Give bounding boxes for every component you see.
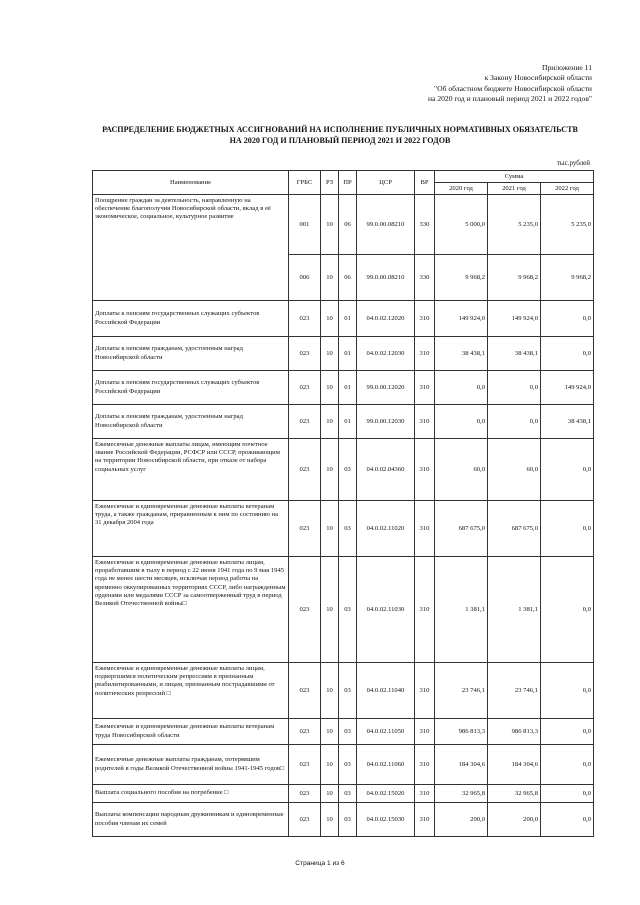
table-row — [93, 719, 594, 745]
cell-2021: 986 813,3 — [488, 719, 541, 745]
cell-2020: 23 746,1 — [435, 663, 488, 719]
title-line: НА 2020 ГОД И ПЛАНОВЫЙ ПЕРИОД 2021 И 2022 ГОДОВ — [229, 135, 451, 145]
appendix-line: на 2020 год и плановый период 2021 и 2022 годов" — [428, 93, 592, 103]
cell-name: Ежемесячные денежные выплаты лицам, имеющим почетное звание Российской Федерации, РСФСР или СССР, проживающим на территории Новосибирской области, при отказе от набора социальных услуг — [93, 439, 289, 501]
cell-name: Поощрение граждан за деятельность, направленную на обеспечение благополучия Новосибирской области, вклад в её экономическое, социальное, культурное развитие — [93, 195, 289, 301]
cell-csr: 04.0.02.15020 — [357, 785, 415, 803]
page-footer: Страница 1 из 6 — [295, 860, 345, 867]
cell-2021: 0,0 — [488, 405, 541, 439]
cell-2021: 32 965,8 — [488, 785, 541, 803]
cell-2021: 9 968,2 — [488, 255, 541, 301]
cell-rz: 10 — [321, 501, 339, 557]
cell-pr: 03 — [339, 501, 357, 557]
cell-rz: 10 — [321, 371, 339, 405]
cell-2021: 149 924,0 — [488, 301, 541, 337]
cell-2021: 23 746,1 — [488, 663, 541, 719]
table-row — [93, 501, 594, 557]
table-body — [93, 195, 594, 837]
cell-2022: 0,0 — [541, 663, 594, 719]
cell-2022: 0,0 — [541, 719, 594, 745]
cell-vr: 310 — [415, 719, 435, 745]
table-row — [93, 439, 594, 501]
cell-rz: 10 — [321, 301, 339, 337]
header-year-2022: 2022 год — [541, 183, 594, 195]
cell-rz: 10 — [321, 785, 339, 803]
cell-2022: 0,0 — [541, 501, 594, 557]
appendix-line: к Закону Новосибирской области — [484, 73, 592, 83]
cell-grbs: 023 — [289, 663, 321, 719]
cell-2020: 986 813,3 — [435, 719, 488, 745]
cell-vr: 310 — [415, 405, 435, 439]
cell-grbs: 023 — [289, 371, 321, 405]
cell-2022: 0,0 — [541, 557, 594, 663]
cell-name: Ежемесячные и единовременные денежные выплаты ветеранам труда, а также гражданам, приравненным к ним по состоянию на 31 декабря 2004 года — [93, 501, 289, 557]
cell-2020: 184 304,6 — [435, 745, 488, 785]
cell-2022: 0,0 — [541, 803, 594, 837]
cell-rz: 10 — [321, 719, 339, 745]
cell-grbs: 023 — [289, 337, 321, 371]
cell-2020: 38 438,1 — [435, 337, 488, 371]
cell-vr: 310 — [415, 501, 435, 557]
cell-name: Ежемесячные денежные выплаты гражданам, потерявшим родителей в годы Великой Отечественной войны 1941-1945 годов□ — [93, 745, 289, 785]
table-row — [93, 371, 594, 405]
cell-vr: 310 — [415, 557, 435, 663]
cell-2022: 0,0 — [541, 745, 594, 785]
appendix-header — [292, 63, 592, 104]
cell-rz: 10 — [321, 663, 339, 719]
cell-rz: 10 — [321, 195, 339, 255]
cell-2020: 149 924,0 — [435, 301, 488, 337]
cell-2022: 0,0 — [541, 439, 594, 501]
cell-csr: 04.0.02.15030 — [357, 803, 415, 837]
appendix-line: Приложение 11 — [542, 63, 592, 72]
cell-csr: 04.0.02.11020 — [357, 501, 415, 557]
cell-grbs: 023 — [289, 745, 321, 785]
cell-grbs: 023 — [289, 439, 321, 501]
header-csr: ЦСР — [357, 171, 415, 195]
cell-2022: 5 235,0 — [541, 195, 594, 255]
cell-pr: 03 — [339, 803, 357, 837]
cell-2020: 0,0 — [435, 371, 488, 405]
cell-csr: 99.0.00.12020 — [357, 371, 415, 405]
table-row — [93, 405, 594, 439]
cell-pr: 03 — [339, 785, 357, 803]
cell-pr: 03 — [339, 663, 357, 719]
cell-grbs: 023 — [289, 301, 321, 337]
cell-2021: 0,0 — [488, 371, 541, 405]
cell-2021: 38 438,1 — [488, 337, 541, 371]
cell-vr: 310 — [415, 663, 435, 719]
cell-rz: 10 — [321, 745, 339, 785]
table-row — [93, 785, 594, 803]
table-row — [93, 803, 594, 837]
cell-2021: 184 304,6 — [488, 745, 541, 785]
cell-grbs: 023 — [289, 405, 321, 439]
cell-name: Доплаты к пенсиям гражданам, удостоенным наград Новосибирской области — [93, 337, 289, 371]
cell-vr: 310 — [415, 439, 435, 501]
cell-2021: 687 675,0 — [488, 501, 541, 557]
cell-rz: 10 — [321, 439, 339, 501]
table-row — [93, 195, 594, 255]
header-name: Наименование — [93, 171, 289, 195]
cell-pr: 03 — [339, 557, 357, 663]
units-label: тыс.рублей — [556, 159, 590, 167]
budget-table — [92, 170, 594, 837]
cell-2022: 149 924,0 — [541, 371, 594, 405]
cell-pr: 01 — [339, 371, 357, 405]
cell-vr: 310 — [415, 301, 435, 337]
cell-2022: 38 438,1 — [541, 405, 594, 439]
cell-rz: 10 — [321, 405, 339, 439]
cell-name: Доплаты к пенсиям государственных служащих субъектов Российской Федерации — [93, 371, 289, 405]
cell-grbs: 006 — [289, 255, 321, 301]
cell-csr: 04.0.02.11040 — [357, 663, 415, 719]
cell-vr: 330 — [415, 195, 435, 255]
cell-name: Ежемесячные и единовременные денежные выплаты лицам, проработавшим в тылу в период с 22 июня 1941 года по 9 мая 1945 года не менее шести месяцев, исключая период работы на временно оккупированных территориях СССР, либо награжденным орденами или медалями СССР за самоотверженный труд в период Великой Отечественной войны□ — [93, 557, 289, 663]
table-row — [93, 557, 594, 663]
table-row — [93, 337, 594, 371]
cell-csr: 04.0.02.11030 — [357, 557, 415, 663]
cell-csr: 99.0.00.08210 — [357, 195, 415, 255]
cell-pr: 06 — [339, 195, 357, 255]
header-rz: РЗ — [321, 171, 339, 195]
cell-2021: 200,0 — [488, 803, 541, 837]
cell-csr: 04.0.02.11050 — [357, 719, 415, 745]
table-header — [93, 171, 594, 195]
cell-rz: 10 — [321, 803, 339, 837]
table-row — [93, 301, 594, 337]
cell-csr: 04.0.02.04360 — [357, 439, 415, 501]
table-row — [93, 745, 594, 785]
cell-grbs: 023 — [289, 803, 321, 837]
cell-2021: 60,0 — [488, 439, 541, 501]
cell-csr: 04.0.02.11060 — [357, 745, 415, 785]
cell-2020: 200,0 — [435, 803, 488, 837]
cell-grbs: 023 — [289, 557, 321, 663]
cell-csr: 04.0.02.12020 — [357, 301, 415, 337]
cell-csr: 99.0.00.12030 — [357, 405, 415, 439]
cell-pr: 03 — [339, 745, 357, 785]
cell-2021: 1 381,1 — [488, 557, 541, 663]
cell-name: Выплата социального пособия на погребение □ — [93, 785, 289, 803]
title-line: РАСПРЕДЕЛЕНИЕ БЮДЖЕТНЫХ АССИГНОВАНИЙ НА ИСПОЛНЕНИЕ ПУБЛИЧНЫХ НОРМАТИВНЫХ ОБЯЗАТЕЛЬСТВ — [102, 125, 578, 134]
cell-vr: 310 — [415, 337, 435, 371]
cell-2021: 5 235,0 — [488, 195, 541, 255]
cell-grbs: 023 — [289, 501, 321, 557]
cell-pr: 01 — [339, 337, 357, 371]
cell-csr: 04.0.02.12030 — [357, 337, 415, 371]
header-year-2021: 2021 год — [488, 183, 541, 195]
header-vr: ВР — [415, 171, 435, 195]
cell-2022: 9 968,2 — [541, 255, 594, 301]
cell-pr: 01 — [339, 301, 357, 337]
cell-pr: 03 — [339, 719, 357, 745]
cell-name: Доплаты к пенсиям гражданам, удостоенным наград Новосибирской области — [93, 405, 289, 439]
cell-2022: 0,0 — [541, 785, 594, 803]
cell-vr: 310 — [415, 371, 435, 405]
cell-2020: 1 381,1 — [435, 557, 488, 663]
header-grbs: ГРБС — [289, 171, 321, 195]
header-pr: ПР — [339, 171, 357, 195]
header-year-2020: 2020 год — [435, 183, 488, 195]
cell-name: Выплаты компенсации народным дружинникам и единовременные пособия членам их семей — [93, 803, 289, 837]
cell-vr: 310 — [415, 745, 435, 785]
cell-grbs: 023 — [289, 785, 321, 803]
document-title — [70, 125, 610, 146]
cell-pr: 01 — [339, 405, 357, 439]
cell-grbs: 023 — [289, 719, 321, 745]
cell-pr: 03 — [339, 439, 357, 501]
table-row — [93, 663, 594, 719]
cell-2020: 687 675,0 — [435, 501, 488, 557]
cell-rz: 10 — [321, 337, 339, 371]
cell-vr: 330 — [415, 255, 435, 301]
cell-name: Доплаты к пенсиям государственных служащих субъектов Российской Федерации — [93, 301, 289, 337]
cell-2022: 0,0 — [541, 337, 594, 371]
cell-2020: 60,0 — [435, 439, 488, 501]
appendix-line: "Об областном бюджете Новосибирской области — [434, 83, 592, 93]
cell-rz: 10 — [321, 557, 339, 663]
cell-2022: 0,0 — [541, 301, 594, 337]
cell-name: Ежемесячные и единовременные денежные выплаты ветеранам труда Новосибирской области — [93, 719, 289, 745]
cell-2020: 0,0 — [435, 405, 488, 439]
cell-name: Ежемесячные и единовременные денежные выплаты лицам, подвергшимся политическим репрессиям в признанным реабилитированными, и лицам, признанным пострадавшими от политических репрессий □ — [93, 663, 289, 719]
cell-pr: 06 — [339, 255, 357, 301]
header-sum: Сумма — [435, 171, 594, 183]
cell-2020: 9 968,2 — [435, 255, 488, 301]
cell-2020: 5 000,0 — [435, 195, 488, 255]
cell-grbs: 001 — [289, 195, 321, 255]
cell-vr: 310 — [415, 803, 435, 837]
cell-vr: 310 — [415, 785, 435, 803]
cell-2020: 32 965,8 — [435, 785, 488, 803]
cell-rz: 10 — [321, 255, 339, 301]
cell-csr: 99.0.00.08210 — [357, 255, 415, 301]
